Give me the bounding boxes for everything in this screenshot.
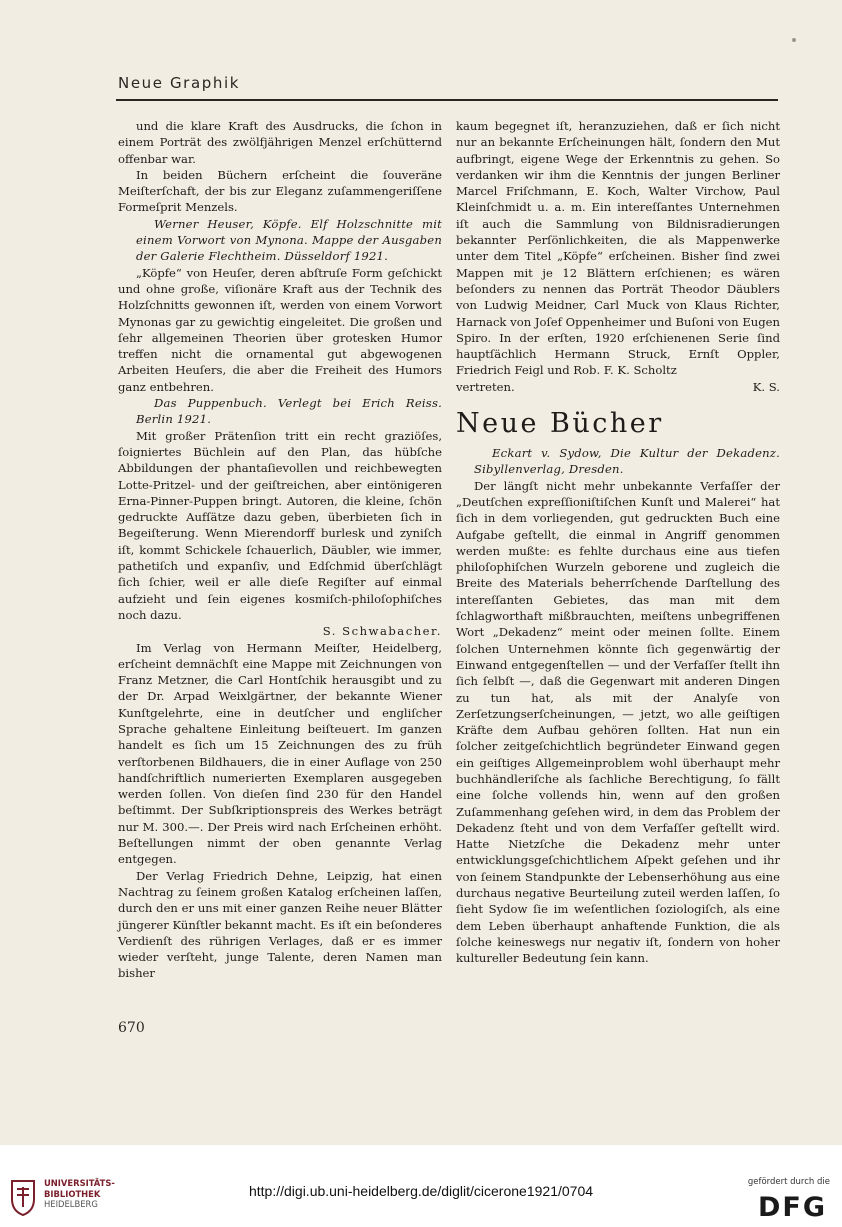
paragraph: und die klare Kraft des Ausdrucks, die ſchon in einem Porträt des zwölfjährigen Menzel erſchütternd offenbar war. — [118, 119, 442, 166]
page-number: 670 — [118, 1020, 145, 1036]
left-column — [118, 118, 442, 982]
paragraph: Der längſt nicht mehr unbekannte Verfaſſer der „Deutſchen expreſſioniſtiſchen Kunſt und Malerei“ hat ſich in dem vorliegenden, gut gedruckten Buch eine Aufgabe geſtellt, die einmal in Angriff genommen werden mußte: es fehlte durchaus eine aus tiefen philoſophiſchen Wurzeln geborene und zugleich die Breite des Materials beherrſchende Darſtellung des intereſſanten Gebietes, das man mit dem ſchlagworthaft mißbrauchten, meiſtens unbegriffenen Wort „Dekadenz“ meint oder meinen ſollte. Einem ſolchen Unternehmen könnte ſich gegenwärtig der Einwand entgegenſtellen — und der Verfaſſer ſtellt ihn ſich ſelbſt —, daß die Gegenwart mit anderen Dingen zu tun hat, als mit der Analyſe von Zerſetzungserſcheinungen, — jetzt, wo alle geiſtigen Kräfte dem Aufbau gehören ſollten. Hat nun ein ſolcher zeitgeſchichtlich begründeter Einwand gegen ein geiſtiges Allgemeinproblem wohl überhaupt mehr buchhändleriſche als ſachliche Berechtigung, ſo fällt eine ſolche vollends hin, wenn auf den großen Zuſammenhang geſehen wird, in dem das Problem der Dekadenz ſteht und von dem Verfaſſer geſtellt wird. Hatte Nietzſche die Dekadenz mehr unter entwicklungsgeſchichtlichem Aſpekt geſehen und ihr von ſeinem Standpunkte der Lebenserhöhung aus eine durchaus negative Beurteilung zuteil werden laſſen, ſo ſieht Sydow ſie im weſentlichen ſoziologiſch, als eine dem Leben überhaupt anhaftende Funktion, die als ſolche keineswegs nur negativ iſt, ſondern von hoher kultureller Bedeutung ſein kann. — [456, 478, 780, 966]
permalink-url[interactable]: http://digi.ub.uni-heidelberg.de/diglit/cicerone1921/0704 — [248, 1183, 594, 1199]
paragraph: kaum begegnet iſt, heranzuziehen, daß er ſich nicht nur an bekannte Erſcheinungen hält, ſondern den Mut aufbringt, eigene Wege der Erkenntnis zu gehen. So verdanken wir ihm die Kenntnis der jungen Berliner Marcel Friſchmann, E. Koch, Walter Virchow, Paul Kleinſchmidt u. a. m. Ein intereſſantes Unternehmen iſt auch die Sammlung von Bildnisradierungen bekannter Perſönlichkeiten, die als Mappenwerke unter dem Titel „Köpfe“ erſcheinen. Bisher ſind zwei Mappen mit je 12 Blättern erſchienen; es wären beſonders zu nennen das Porträt Theodor Däublers von Ludwig Meidner, Carl Muck von Klaus Richter, Harnack von Joſef Oppenheimer und Buſoni von Eugen Spiro. In der erſten, 1920 erſchienenen Serie ſind hauptſächlich Hermann Struck, Ernſt Oppler, Friedrich Feigl und Rob. F. K. Scholtz — [456, 119, 780, 378]
paragraph: Der Verlag Friedrich Dehne, Leipzig, hat einen Nachtrag zu ſeinem großen Katalog erſcheinen laſſen, durch den er uns mit einer ganzen Reihe neuer Blätter jüngerer Künſtler bekannt macht. Es iſt ein beſonderes Verdienſt des rührigen Verlages, daß er es immer wieder verſteht, junge Talente, deren Namen man bisher — [118, 868, 442, 981]
author-signature: K. S. — [752, 379, 780, 394]
svg-text:DFG: DFG — [758, 1192, 828, 1219]
bibliographic-entry: Eckart v. Sydow, Die Kultur der Dekadenz. Sibyllenverlag, Dresden. — [474, 446, 780, 477]
paragraph-end: vertreten. — [456, 379, 515, 394]
paragraph: In beiden Büchern erſcheint die ſouveräne Meiſterſchaft, der bis zur Eleganz zuſammengeriſſene Formeſprit Menzels. — [118, 167, 442, 215]
bibliographic-entry: Das Puppenbuch. Verlegt bei Erich Reiss. Berlin 1921. — [136, 396, 442, 427]
page-mark-dot — [792, 38, 796, 42]
signature-line — [456, 379, 780, 395]
funding-note: gefördert durch die — [747, 1177, 830, 1187]
author-signature: S. Schwabacher. — [322, 624, 442, 639]
dfg-logo-icon — [758, 1191, 830, 1219]
paragraph: Im Verlag von Hermann Meiſter, Heidelberg, erſcheint demnächſt eine Mappe mit Zeichnungen von Franz Metzner, die Carl Hontſchik herausgibt und zu der Dr. Arpad Weixlgärtner, der bekannte Wiener Kunſtgelehrte, eine in deutſcher und engliſcher Sprache gehaltene Einleitung beiſteuert. Im ganzen handelt es ſich um 15 Zeichnungen des zu früh verſtorbenen Bildhauers, die in einer Auflage von 250 handſchriftlich numerierten Exemplaren ausgegeben werden ſollen. Von dieſen ſind 230 für den Handel beſtimmt. Der Subſkriptionspreis des Werkes beträgt nur M. 300.—. Der Preis wird nach Erſcheinen erhöht. Beſtellungen nimmt der oben genannte Verlag entgegen. — [118, 640, 442, 867]
section-heading: Neue Bücher — [456, 408, 664, 440]
header-rule — [116, 99, 778, 101]
paragraph: „Köpfe“ von Heuſer, deren abſtruſe Form geſchickt und ohne große, viſionäre Kraft aus der Technik des Holzſchnitts gewonnen iſt, werden von einem Vorwort Mynonas gar zu gewichtig eingeleitet. Die großen und ſehr allgemeinen Theorien über grotesken Humor treffen nicht die ornamental gut abgewogenen Arbeiten Heuſers, die aber die Freiheit des Humors ganz entbehren. — [118, 265, 442, 394]
bibliographic-entry: Werner Heuser, Köpfe. Elf Holzschnitte mit einem Vorwort von Mynona. Mappe der Ausgaben der Galerie Flechtheim. Düsseldorf 1921. — [136, 216, 442, 264]
right-column — [456, 118, 780, 967]
running-title: Neue Graphik — [118, 74, 241, 92]
digitization-footer — [0, 1145, 842, 1227]
paragraph: Mit großer Prätenſion tritt ein recht graziöſes, ſoigniertes Büchlein auf den Plan, das hübſche Abbildungen der phantaſievollen und reichbewegten Lotte-Pritzel- und der geiſtreichen, aber eintönigeren Erna-Pinner-Puppen bringt. Autoren, die kleine, ſchön gedruckte Aufſätze dazu geben, überbieten ſich in Begeiſterung. Wenn Mierendorff burlesk und zyniſch iſt, kommt Schickele ſchauerlich, Däubler, wie immer, pathetiſch und expanſiv, und Edſchmid überſchlägt ſich ſchier, weil er alle dieſe Regiſter auf einmal aufzieht und ſein eigenes kosmiſch-philoſophiſches noch dazu. — [118, 428, 442, 622]
university-name: UNIVERSITÄTS- BIBLIOTHEK HEIDELBERG — [44, 1178, 115, 1209]
